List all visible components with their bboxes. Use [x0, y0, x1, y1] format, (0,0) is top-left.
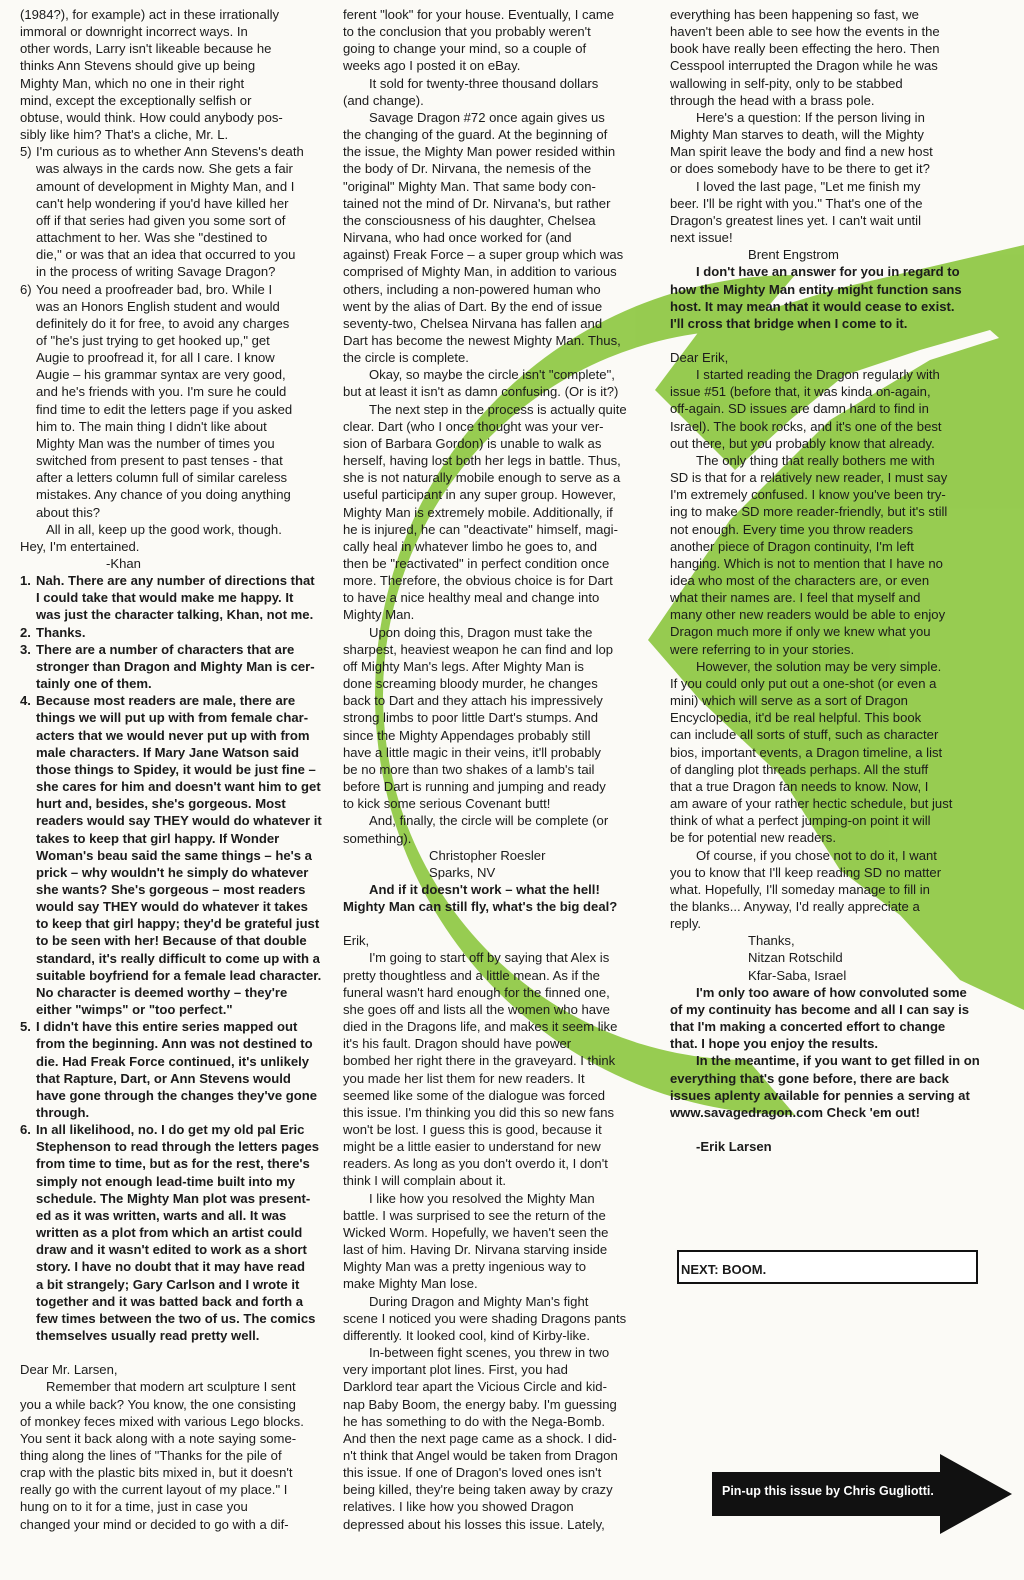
text-line: mind, except the exceptionally selfish or [20, 92, 252, 108]
nitzan-salutation: Dear Erik, [670, 349, 729, 365]
text-line: Upon doing this, Dragon must take the [369, 624, 593, 640]
text-line: going to change your mind, so a couple of [343, 41, 587, 57]
text-line: I'm going to start off by saying that Alex is [369, 950, 610, 966]
editor-reply-nitzan [670, 1052, 1000, 1121]
text-line: in the process of writing Savage Dragon? [36, 264, 276, 280]
text-line: thing along the lines of "Thanks for the pile of [20, 1447, 282, 1463]
next-issue-box [677, 1250, 978, 1284]
roesler-paragraph-continued [343, 6, 663, 75]
text-line: think I will complain about it. [343, 1173, 507, 1189]
text-line: male characters. If Mary Jane Watson said [36, 744, 299, 760]
text-line: last of him. Having Dr. Nirvana starving inside [343, 1242, 608, 1258]
text-line: Remember that modern art sculpture I sent [46, 1379, 296, 1395]
text-line: Cesspool interrupted the Dragon while he was [670, 58, 938, 74]
text-line: Israel). The book rocks, and it's one of the best [670, 418, 942, 434]
text-line: definitely do it for free, to avoid any charges [36, 315, 290, 331]
text-line: he is injured, he can "deactivate" himself, magi- [343, 521, 618, 537]
text-line: amount of development in Mighty Man, and I [36, 178, 295, 194]
text-line: Because most readers are male, there are [36, 693, 296, 709]
column-middle [343, 6, 663, 1533]
text-line: useful participant in any super group. However, [343, 487, 616, 503]
roesler-paragraph [343, 401, 663, 624]
text-line: that I'm making a concerted effort to change [670, 1019, 946, 1035]
text-line: and he's friends with you. I'm sure he could [36, 384, 287, 400]
text-line: suitable boyfriend for a female lead character. [36, 967, 322, 983]
text-line: off-again. SD issues are damn hard to find in [670, 401, 929, 417]
text-line: You sent it back along with a note saying some- [20, 1430, 297, 1446]
text-line: make Mighty Man lose. [343, 1276, 478, 1292]
text-line: During Dragon and Mighty Man's fight [369, 1293, 589, 1309]
text-line: after a letters column full of similar careless [36, 470, 288, 486]
text-line: Savage Dragon #72 once again gives us [369, 109, 605, 125]
text-line: I could take that would make me happy. It [36, 590, 294, 606]
text-line: you to know that I'll keep reading SD no matter [670, 864, 942, 880]
editor-answer-1 [20, 572, 325, 623]
text-line: you a while back? You know, the one consisting [20, 1396, 296, 1412]
text-line: being killed, they're being taken away by crazy [343, 1482, 613, 1498]
text-line: It sold for twenty-three thousand dollars [369, 75, 599, 91]
text-line: everything has been happening so fast, we [670, 7, 919, 22]
brent-salutation: Erik, [343, 933, 370, 949]
text-line: to the conclusion that you probably weren't [343, 24, 591, 40]
text-line: readers would say THEY would do whatever it [36, 813, 322, 829]
text-line: not enough. Every time you throw readers [670, 521, 914, 537]
text-line: but at least it isn't as damn confusing. (Or is it?) [343, 384, 619, 400]
text-line: You need a proofreader bad, bro. While I [36, 281, 273, 297]
editor-answer-6 [20, 1121, 325, 1344]
roesler-paragraph [343, 109, 663, 366]
text-line: the body of Dr. Nirvana, the nemesis of the [343, 161, 592, 177]
text-line: I started reading the Dragon regularly with [696, 367, 940, 383]
pinup-credit: Pin-up this issue by Chris Gugliotti. [722, 1484, 934, 1498]
text-line: I'm extremely confused. I know you've been try- [670, 487, 946, 503]
text-line: done screaming bloody murder, he changes [343, 676, 598, 692]
text-line: ed as it was written, warts and all. It was [36, 1207, 287, 1223]
text-line: have gone through the changes they've gone [36, 1087, 318, 1103]
text-line: to be seen with her! Because of that double [36, 933, 307, 949]
editor-signature: -Erik Larsen [696, 1139, 772, 1154]
text-line: him to. The main thing I didn't like about [36, 418, 267, 434]
item-number: 2. [20, 624, 31, 640]
text-line: Dragon's greatest lines yet. I can't wait until [670, 212, 921, 228]
text-line: haven't been able to see how the events in the [670, 24, 940, 40]
text-line: find time to edit the letters page if you asked [36, 401, 293, 417]
text-line: Mighty Man starves to death, will the Mighty [670, 127, 924, 143]
text-line: things we will put up with from female char- [36, 710, 309, 726]
khan-point-6 [20, 281, 325, 521]
text-line: seemed like some of the dialogue was forced [343, 1087, 606, 1103]
text-line: she goes off and lists all the women who have [343, 1001, 610, 1017]
text-line: And if it doesn't work – what the hell! [369, 881, 600, 897]
khan-closing: Hey, I'm entertained. [20, 538, 140, 554]
text-line: wallowing in self-pity, only to be stabbed [670, 75, 903, 91]
text-line: won't be lost. I guess this is good, because it [343, 1122, 602, 1137]
text-line: bios, important events, a Dragon timeline, a list [670, 744, 943, 760]
text-line: In-between fight scenes, you threw in two [369, 1345, 610, 1361]
brent-paragraph [670, 109, 1000, 178]
pinup-arrow [712, 1454, 1014, 1534]
text-line: (and change). [343, 92, 424, 108]
text-line: another piece of Dragon continuity, I'm left [670, 538, 914, 554]
nitzan-paragraph [670, 847, 1000, 933]
text-line: this issue. If one of Dragon's loved ones isn't [343, 1465, 602, 1481]
editor-reply-nitzan [670, 984, 1000, 1053]
text-line: (1984?), for example) act in these irrationally [20, 7, 280, 22]
text-line: Mighty Man was a pretty ingenious way to [343, 1259, 587, 1275]
text-line: ferent "look" for your house. Eventually, I came [343, 7, 615, 22]
text-line: I loved the last page, "Let me finish my [696, 178, 921, 194]
text-line: you made her list them for new readers. It [343, 1070, 585, 1086]
text-line: Nah. There are any number of directions that [36, 573, 315, 589]
editor-answer-2 [20, 624, 325, 641]
item-number: 5) [20, 144, 32, 160]
text-line: next issue! [670, 230, 733, 246]
text-line: that. I hope you enjoy the results. [670, 1036, 879, 1052]
text-line: to keep that girl happy; they'd be grateful just [36, 916, 320, 932]
khan-letter-continued [20, 6, 325, 143]
text-line: If you could only put out a one-shot (or even a [670, 675, 937, 691]
text-line: Of course, if you chose not to do it, I want [696, 847, 937, 863]
text-line: written as a plot from which an artist could [36, 1225, 303, 1241]
text-line: really go with the current layout of my place." I [20, 1482, 288, 1498]
brent-paragraph [343, 949, 663, 1189]
text-line: Stephenson to read through the letters pages [36, 1139, 320, 1155]
item-number: 6) [20, 281, 32, 297]
text-line: or does somebody have to be there to get it? [670, 161, 930, 177]
text-line: would say THEY would do whatever it takes [36, 899, 308, 915]
text-line: Mighty Man is extremely mobile. Additionally, if [343, 504, 613, 520]
text-line: might be a little easier to understand for new [343, 1139, 601, 1155]
text-line: Here's a question: If the person living in [696, 109, 925, 125]
text-line: mistakes. Any chance of you doing anything [36, 487, 291, 503]
text-line: seventy-two, Chelsea Nirvana has fallen and [343, 315, 603, 331]
text-line: However, the solution may be very simple. [696, 658, 942, 674]
brent-paragraph [343, 1293, 663, 1344]
text-line: she wants? She's gorgeous – most readers [36, 881, 306, 897]
text-line: I don't have an answer for you in regard to [696, 264, 960, 280]
text-line: reply. [670, 916, 702, 932]
brent-paragraph [343, 1190, 663, 1293]
text-line: prick – why wouldn't he simply do whatever [36, 864, 309, 880]
text-line: hung on to it for a time, just in case you [20, 1499, 248, 1515]
nitzan-paragraph [670, 658, 1000, 847]
text-line: about this? [36, 504, 101, 520]
roesler-signature: Christopher Roesler [429, 847, 546, 863]
text-line: The next step in the process is actually quite [369, 401, 627, 417]
text-line: Encyclopedia, it'd be real helpful. This book [670, 710, 922, 726]
text-line: Augie to proofread it, for all I care. I know [36, 350, 275, 366]
text-line: went by the alias of Dart. By the end of issue [343, 298, 603, 314]
text-line: Dragon much more if only we knew what you [670, 624, 931, 640]
text-line: think of what a perfect jumping-on point it will [670, 813, 931, 829]
text-line: And, finally, the circle will be complete (or [369, 813, 609, 829]
text-line: have a little magic in their veins, it'll probably [343, 744, 601, 760]
text-line: that a true Dragon fan needs to know. Now, I [670, 778, 929, 794]
text-line: immoral or downright incorrect ways. In [20, 24, 248, 40]
text-line: the circle is complete. [343, 350, 469, 366]
text-line: takes to keep that girl happy. If Wonder [36, 830, 280, 846]
text-line: out there, but you probably know that already. [670, 435, 935, 451]
text-line: readers. As long as you don't overdo it, I don't [343, 1156, 608, 1172]
text-line: other words, Larry isn't likeable because he [20, 41, 272, 57]
text-line: battle. I was surprised to see the return of the [343, 1207, 606, 1223]
brent-paragraph [343, 1344, 663, 1533]
spacer [343, 915, 663, 932]
text-line: of monkey feces mixed with various Lego blocks. [20, 1413, 304, 1429]
text-line: standard, it's really difficult to come up with a [36, 950, 320, 966]
editor-answer-4 [20, 692, 325, 1018]
text-line: few times between the two of us. The comics [36, 1310, 316, 1326]
text-line: hanging. Which is not to mention that I have no [670, 555, 943, 571]
roesler-paragraph [20, 1378, 325, 1532]
spacer [670, 1121, 1000, 1138]
text-line: be for potential new readers. [670, 830, 836, 846]
nitzan-location: Kfar-Saba, Israel [748, 967, 847, 983]
item-number: 3. [20, 641, 31, 657]
text-line: either "wimps" or "too perfect." [36, 1002, 233, 1018]
text-line: obtuse, would think. How could anybody pos- [20, 109, 283, 125]
text-line: from the beginning. Ann was not destined to [36, 1036, 313, 1052]
text-line: he has something to do with the Nega-Bomb. [343, 1413, 606, 1429]
text-line: SD is that for a relatively new reader, I must say [670, 470, 948, 486]
text-line: the blanks... Anyway, I'd really appreciate a [670, 898, 920, 914]
text-line: themselves usually read pretty well. [36, 1328, 260, 1344]
text-line: through. [36, 1105, 90, 1120]
text-line: what their names are. I feel that myself and [670, 590, 921, 606]
khan-closing: All in all, keep up the good work, though. [46, 521, 282, 537]
text-line: attachment to her. Was she "destined to [36, 230, 268, 246]
text-line: was just the character talking, Khan, not me. [36, 607, 314, 623]
nitzan-thanks: Thanks, [748, 933, 795, 949]
text-line: the changing of the guard. At the beginning of [343, 127, 608, 143]
text-line: hurt and, besides, she's gorgeous. Most [36, 796, 286, 812]
text-line: schedule. The Mighty Man plot was present- [36, 1190, 311, 1206]
text-line: host. It may mean that it would cease to exist. [670, 298, 955, 314]
text-line: everything that's gone before, there are back [670, 1070, 949, 1086]
editor-answer-5 [20, 1018, 325, 1121]
text-line: beer. I'll be right with you." That's one of the [670, 195, 923, 211]
text-line: Darklord tear apart the Vicious Circle and kid- [343, 1379, 607, 1395]
text-line: of my continuity has become and all I can say is [670, 1001, 970, 1017]
text-line: back to Dart and they attach his impressively [343, 693, 603, 709]
text-line: mini) which will serve as a sort of Dragon [670, 693, 908, 709]
text-line: There are a number of characters that are [36, 641, 295, 657]
text-line: draw and it wasn't edited to work as a short [36, 1242, 307, 1258]
text-line: Nirvana, who had once worked for (and [343, 230, 572, 246]
roesler-paragraph [343, 75, 663, 109]
item-number: 5. [20, 1019, 31, 1035]
text-line: idea who most of the characters are, or even [670, 573, 930, 588]
text-line: to have a nice healthy meal and change into [343, 590, 600, 606]
roesler-salutation: Dear Mr. Larsen, [20, 1362, 118, 1378]
text-line: I'm curious as to whether Ann Stevens's death [36, 144, 304, 160]
editor-reply-brent [670, 263, 1000, 332]
text-line: acters that we would never put up with from [36, 727, 310, 743]
text-line: Woman's beau said the same things – he's a [36, 847, 312, 863]
text-line: nap Baby Boom, the energy baby. I'm guessing [343, 1396, 617, 1412]
text-line: of dangling plot threads perhaps. All the stuff [670, 761, 929, 777]
text-line: No character is deemed worthy – they're [36, 984, 288, 1000]
text-line: issues aplenty available for pennies a serving at [670, 1087, 970, 1103]
item-number: 6. [20, 1122, 31, 1138]
text-line: off if that series had given you some sort of [36, 212, 286, 228]
roesler-paragraph [343, 624, 663, 813]
text-line: crap with the plastic bits mixed in, but it doesn't [20, 1465, 293, 1481]
text-line: I didn't have this entire series mapped out [36, 1019, 298, 1035]
brent-signature: Brent Engstrom [748, 247, 839, 263]
text-line: Mighty Man. [343, 607, 415, 623]
text-line: it's his fault. Dragon should have power [343, 1036, 572, 1052]
text-line: was always in the cards now. She gets a fair [36, 161, 293, 177]
column-right [670, 6, 1000, 1155]
text-line: differently. It looked cool, kind of Kirby-like. [343, 1327, 590, 1343]
text-line: can't help wondering if you'd have killed her [36, 195, 289, 211]
column-left [20, 6, 325, 1533]
khan-signature: -Khan [106, 556, 141, 571]
text-line: more. Therefore, the obvious choice is for Dart [343, 573, 613, 589]
spacer [20, 1344, 325, 1361]
text-line: Mighty Man can still fly, what's the big deal? [343, 899, 618, 915]
editor-reply-roesler [343, 881, 663, 915]
text-line: Okay, so maybe the circle isn't "complete", [369, 367, 615, 383]
text-line: against) Freak Force – a super group which was [343, 247, 624, 263]
text-line: die. Had Freak Force continued, it's unlikely [36, 1053, 310, 1069]
text-line: were referring to in your stories. [670, 641, 855, 657]
text-line: Thanks. [36, 624, 86, 640]
text-line: can include all sorts of stuff, such as character [670, 727, 939, 743]
text-line: before Dart is running and jumping and ready [343, 779, 606, 795]
text-line: tainly one of them. [36, 676, 152, 692]
text-line: In all likelihood, no. I do get my old pal Eric [36, 1122, 305, 1138]
text-line: Mighty Man, which no one in their right [20, 75, 245, 91]
text-line: she cares for him and doesn't want him to get [36, 779, 321, 795]
text-line: Man spirit leave the body and find a new host [670, 144, 933, 160]
text-line: depressed about his losses this issue. Lately, [343, 1516, 605, 1532]
text-line: www.savagedragon.com Check 'em out! [670, 1104, 921, 1120]
text-line: many other new readers would be able to enjoy [670, 607, 946, 623]
brent-paragraph-continued [670, 6, 1000, 109]
text-line: sharpest, heaviest weapon he can find and lop [343, 641, 614, 657]
text-line: died in the Dragons life, and makes it seem like [343, 1019, 618, 1035]
item-number: 1. [20, 573, 31, 589]
text-line: "original" Mighty Man. That same body con- [343, 178, 596, 194]
text-line: the consciousness of his daughter, Chelsea [343, 212, 596, 228]
text-line: I'll cross that bridge when I come to it. [670, 315, 908, 331]
nitzan-signature: Nitzan Rotschild [748, 950, 843, 966]
next-issue-text: NEXT: BOOM. [681, 1262, 767, 1277]
nitzan-paragraph [670, 452, 1000, 658]
text-line: relatives. I like how you showed Dragon [343, 1499, 574, 1515]
text-line: off Mighty Man's legs. After Mighty Man is [343, 658, 584, 674]
text-line: sion of Barbara Gordon) is unable to walk as [343, 435, 602, 451]
text-line: cally heal in whatever limbo he goes to, and [343, 538, 598, 554]
text-line: ing to make SD more reader-friendly, but it's still [670, 504, 948, 520]
text-line: this issue. I'm thinking you did this so new fans [343, 1104, 615, 1120]
text-line: Dart has become the newest Mighty Man. Thus, [343, 332, 621, 348]
item-number: 4. [20, 693, 31, 709]
text-line: through the head with a brass pole. [670, 92, 875, 108]
text-line: from time to time, but as for the rest, there's [36, 1156, 310, 1172]
text-line: n't think that Angel would be taken from Dragon [343, 1447, 618, 1463]
text-line: bombed her right there in the graveyard. I think [343, 1053, 616, 1069]
roesler-location: Sparks, NV [429, 864, 496, 880]
text-line: to kick some serious Covenant butt! [343, 796, 551, 812]
text-line: In the meantime, if you want to get filled in on [696, 1053, 980, 1069]
text-line: weeks ago I posted it on eBay. [343, 58, 521, 74]
text-line: am aware of your rather hectic schedule, but just [670, 796, 953, 812]
text-line: funeral wasn't hard enough for the finned one, [343, 984, 610, 1000]
text-line: tained not the mind of Dr. Nirvana's, but rather [343, 195, 611, 211]
text-line: Mighty Man was the number of times you [36, 435, 275, 451]
nitzan-paragraph [670, 366, 1000, 452]
text-line: And then the next page came as a shock. I did- [343, 1430, 617, 1446]
text-line: the issue, the Mighty Man power resided within [343, 144, 616, 160]
text-line: Augie – his grammar syntax are very good, [36, 367, 286, 383]
text-line: die," or was that an idea that occurred to you [36, 247, 296, 263]
text-line: very important plot lines. First, you had [343, 1362, 568, 1378]
text-line: changed your mind or decided to go with a dif- [20, 1516, 289, 1532]
text-line: of "he's just trying to get hooked up," get [36, 332, 270, 348]
text-line: sibly like him? That's a cliche, Mr. L. [20, 127, 229, 143]
spacer [670, 332, 1000, 349]
text-line: that Rapture, Dart, or Ann Stevens would [36, 1070, 291, 1086]
text-line: how the Mighty Man entity might function sans [670, 281, 962, 297]
editor-answer-3 [20, 641, 325, 692]
text-line: strong limbs to poor little Dart's stumps. And [343, 710, 599, 726]
text-line: switched from present to past tenses - that [36, 453, 283, 469]
brent-paragraph [670, 178, 1000, 247]
text-line: I'm only too aware of how convoluted some [696, 984, 967, 1000]
text-line: herself, having lost both her legs in battle. Thus, [343, 453, 621, 469]
text-line: scene I noticed you were shading Dragons pants [343, 1310, 627, 1326]
text-line: pretty thoughtless and a little mean. As if the [343, 967, 600, 983]
text-line: be no more than two shakes of a lamb's tail [343, 761, 595, 777]
text-line: Wicked Worm. Hopefully, we haven't seen the [343, 1224, 609, 1240]
text-line: she is not naturally mobile enough to serve as a [343, 470, 621, 486]
text-line: book have really been effecting the hero. Then [670, 41, 940, 57]
text-line: The only thing that really bothers me with [696, 452, 935, 468]
text-line: stronger than Dragon and Mighty Man is cer- [36, 658, 315, 674]
text-line: others, including a non-powered human who [343, 281, 601, 297]
text-line: was an Honors English student and would [36, 298, 280, 314]
text-line: clear. Dart (who I once thought was your ver- [343, 418, 604, 434]
text-line: thinks Ann Stevens should give up being [20, 58, 256, 74]
text-line: what. Hopefully, I'll someday manage to fill in [670, 881, 930, 897]
text-line: a bit strangely; Gary Carlson and I wrote it [36, 1276, 300, 1292]
roesler-paragraph [343, 812, 663, 846]
text-line: those things to Spidey, it would be just fine – [36, 761, 316, 777]
text-line: then be "reactivated" in perfect condition once [343, 556, 610, 571]
text-line: since the Mighty Appendages probably still [343, 727, 591, 743]
text-line: together and it was batted back and forth a [36, 1293, 304, 1309]
text-line: comprised of Mighty Man, in addition to various [343, 264, 617, 280]
khan-point-5 [20, 143, 325, 280]
text-line: I like how you resolved the Mighty Man [369, 1190, 595, 1206]
roesler-paragraph [343, 366, 663, 400]
text-line: simply not enough lead-time built into my [36, 1173, 295, 1189]
text-line: something). [343, 830, 412, 846]
text-line: issue #51 (before that, it was kinda on-again, [670, 384, 931, 400]
text-line: story. I have no doubt that it may have read [36, 1259, 305, 1275]
